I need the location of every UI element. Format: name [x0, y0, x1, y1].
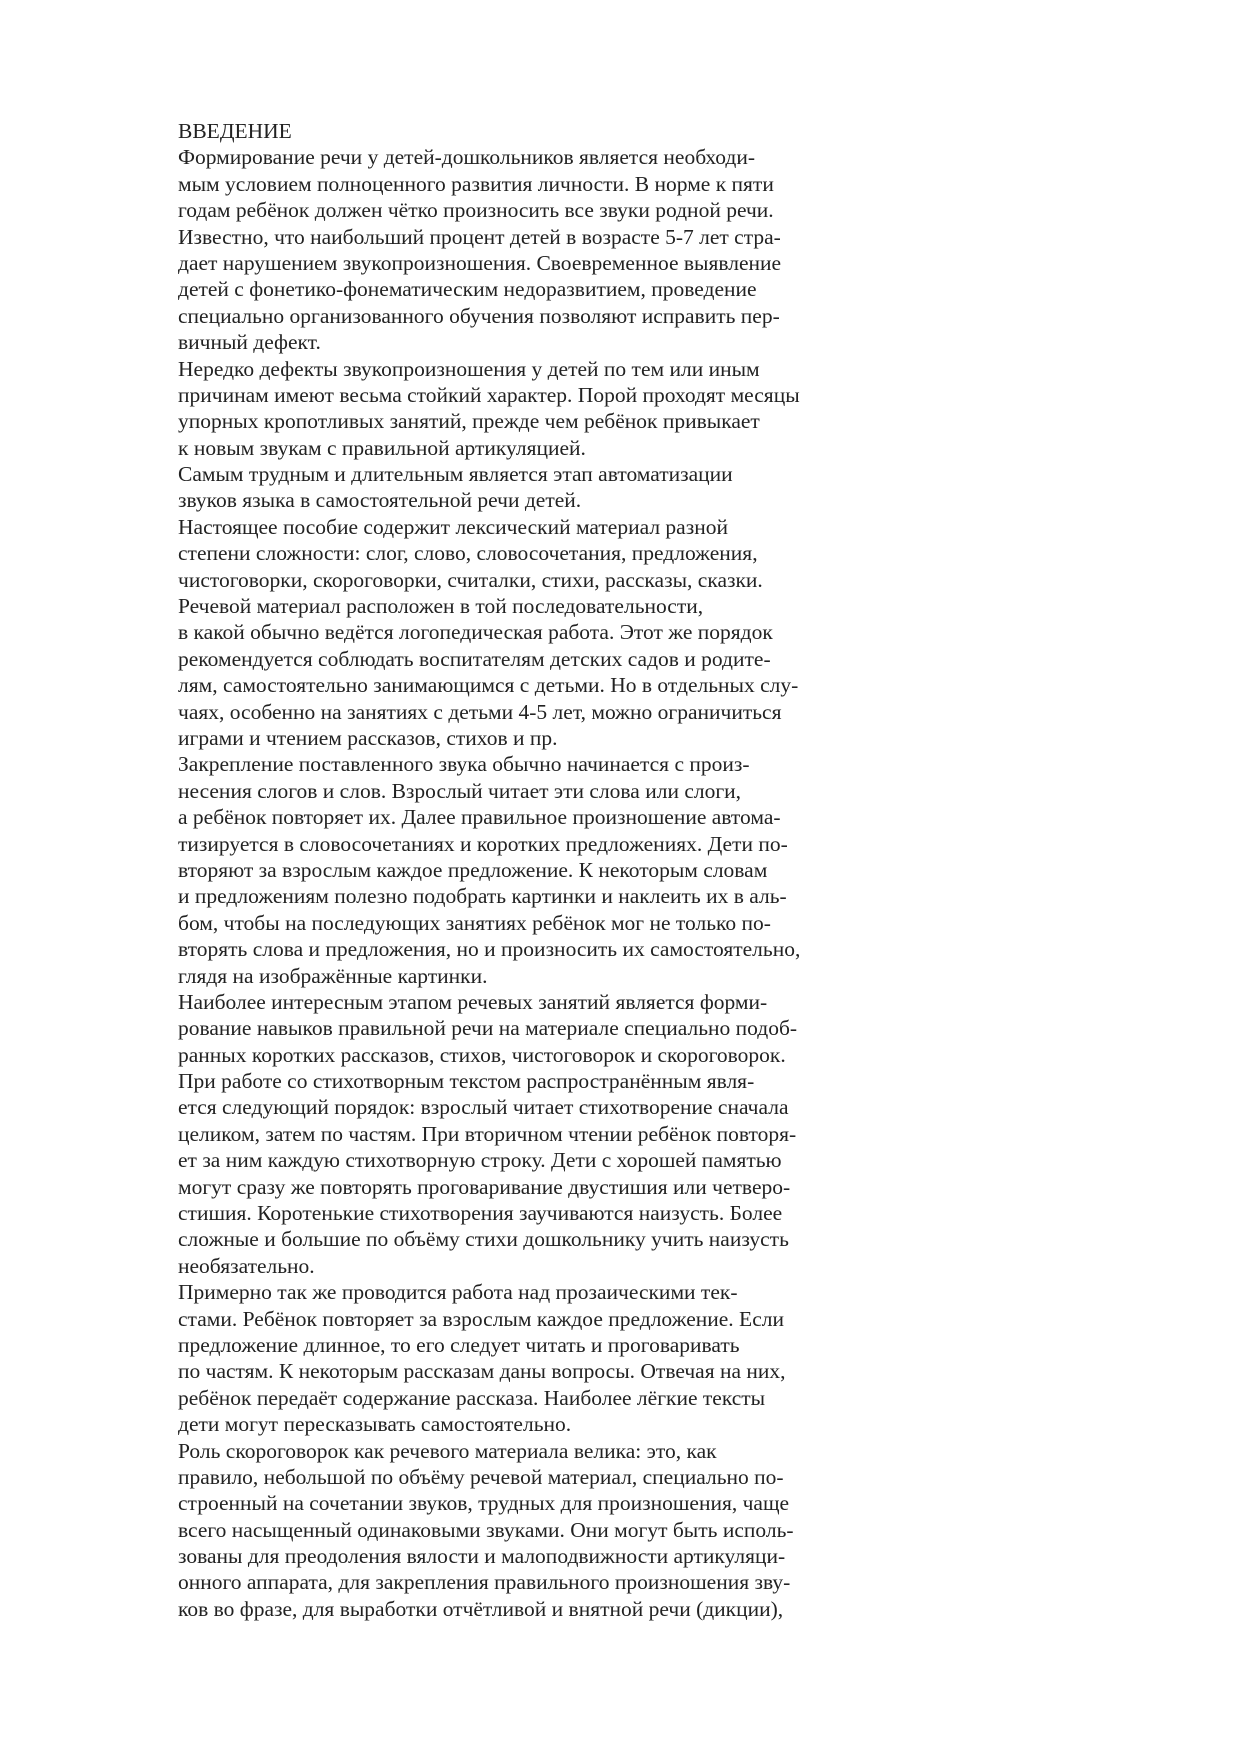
text-line: всего насыщенный одинаковыми звуками. Они могут быть исполь- — [178, 1517, 794, 1542]
text-line: ет за ним каждую стихотворную строку. Дети с хорошей памятью — [178, 1148, 782, 1173]
text-line: Примерно так же проводится работа над прозаическими тек- — [178, 1280, 738, 1305]
text-line: Роль скороговорок как речевого материала велика: это, как — [178, 1438, 717, 1463]
text-line: специально организованного обучения позволяют исправить пер- — [178, 303, 780, 328]
text-line: Формирование речи у детей-дошкольников является необходи- — [178, 145, 755, 170]
text-line: Настоящее пособие содержит лексический материал разной — [178, 514, 728, 539]
text-line: онного аппарата, для закрепления правильного произношения зву- — [178, 1570, 791, 1595]
text-line: строенный на сочетании звуков, трудных для произношения, чаще — [178, 1491, 790, 1516]
text-line: лям, самостоятельно занимающимся с детьми. Но в отдельных слу- — [178, 673, 799, 698]
text-line: в какой обычно ведётся логопедическая работа. Этот же порядок — [178, 620, 773, 645]
text-line: рекомендуется соблюдать воспитателям детских садов и родите- — [178, 646, 771, 671]
text-line: вичный дефект. — [178, 330, 321, 355]
text-line: При работе со стихотворным текстом распространённым явля- — [178, 1069, 755, 1094]
text-line: причинам имеют весьма стойкий характер. Порой проходят месяцы — [178, 382, 800, 407]
text-line: мым условием полноценного развития личности. В норме к пяти — [178, 171, 774, 196]
text-line: предложение длинное, то его следует читать и проговаривать — [178, 1332, 740, 1357]
text-line: Нередко дефекты звукопроизношения у детей по тем или иным — [178, 356, 760, 381]
text-line: сложные и большие по объёму стихи дошкольнику учить наизусть — [178, 1227, 789, 1252]
text-line: степени сложности: слог, слово, словосочетания, предложения, — [178, 541, 758, 566]
text-line: могут сразу же повторять проговаривание двустишия или четверо- — [178, 1174, 791, 1199]
text-line: Самым трудным и длительным является этап автоматизации — [178, 462, 733, 487]
text-line: Речевой материал расположен в той последовательности, — [178, 594, 704, 619]
text-line: ребёнок передаёт содержание рассказа. Наиболее лёгкие тексты — [178, 1385, 766, 1410]
text-line: рование навыков правильной речи на материале специально подоб- — [178, 1016, 798, 1041]
text-line: глядя на изображённые картинки. — [178, 963, 488, 988]
text-line: Наиболее интересным этапом речевых занятий является форми- — [178, 989, 768, 1014]
text-line: тизируется в словосочетаниях и коротких предложениях. Дети по- — [178, 831, 788, 856]
text-line: чистоговорки, скороговорки, считалки, стихи, рассказы, сказки. — [178, 567, 763, 592]
text-line: Закрепление поставленного звука обычно начинается с произ- — [178, 752, 750, 777]
text-line: дает нарушением звукопроизношения. Своевременное выявление — [178, 250, 782, 275]
text-line: ков во фразе, для выработки отчётливой и внятной речи (дикции), — [178, 1596, 784, 1621]
text-line: несения слогов и слов. Взрослый читает эти слова или слоги, — [178, 778, 742, 803]
text-line: бом, чтобы на последующих занятиях ребёнок мог не только по- — [178, 910, 771, 935]
text-line: звуков языка в самостоятельной речи детей. — [178, 488, 582, 513]
text-line: и предложениям полезно подобрать картинки и наклеить их в аль- — [178, 884, 787, 909]
text-line: по частям. К некоторым рассказам даны вопросы. Отвечая на них, — [178, 1359, 786, 1384]
text-line: зованы для преодоления вялости и малоподвижности артикуляци- — [178, 1544, 786, 1569]
text-line: вторять слова и предложения, но и произносить их самостоятельно, — [178, 937, 801, 962]
text-line: Известно, что наибольший процент детей в возрасте 5-7 лет стра- — [178, 224, 781, 249]
text-line: детей с фонетико-фонематическим недоразвитием, проведение — [178, 277, 757, 302]
text-line: упорных кропотливых занятий, прежде чем ребёнок привыкает — [178, 409, 760, 434]
document-text — [178, 118, 878, 1622]
text-line: ется следующий порядок: взрослый читает стихотворение сначала — [178, 1095, 789, 1120]
text-line: правило, небольшой по объёму речевой материал, специально по- — [178, 1464, 784, 1489]
text-line: стишия. Коротенькие стихотворения заучиваются наизусть. Более — [178, 1201, 783, 1226]
text-line: целиком, затем по частям. При вторичном чтении ребёнок повторя- — [178, 1121, 797, 1146]
text-line: чаях, особенно на занятиях с детьми 4-5 лет, можно ограничиться — [178, 699, 782, 724]
text-line: к новым звукам с правильной артикуляцией. — [178, 435, 586, 460]
text-line: годам ребёнок должен чётко произносить все звуки родной речи. — [178, 198, 774, 223]
text-line: дети могут пересказывать самостоятельно. — [178, 1412, 572, 1437]
text-line: вторяют за взрослым каждое предложение. К некоторым словам — [178, 857, 768, 882]
text-line: а ребёнок повторяет их. Далее правильное произношение автома- — [178, 805, 781, 830]
text-line: стами. Ребёнок повторяет за взрослым каждое предложение. Если — [178, 1306, 784, 1331]
section-heading: ВВЕДЕНИЕ — [178, 119, 292, 143]
text-line: играми и чтением рассказов, стихов и пр. — [178, 725, 558, 750]
text-line: необязательно. — [178, 1253, 315, 1278]
text-line: ранных коротких рассказов, стихов, чистоговорок и скороговорок. — [178, 1042, 786, 1067]
